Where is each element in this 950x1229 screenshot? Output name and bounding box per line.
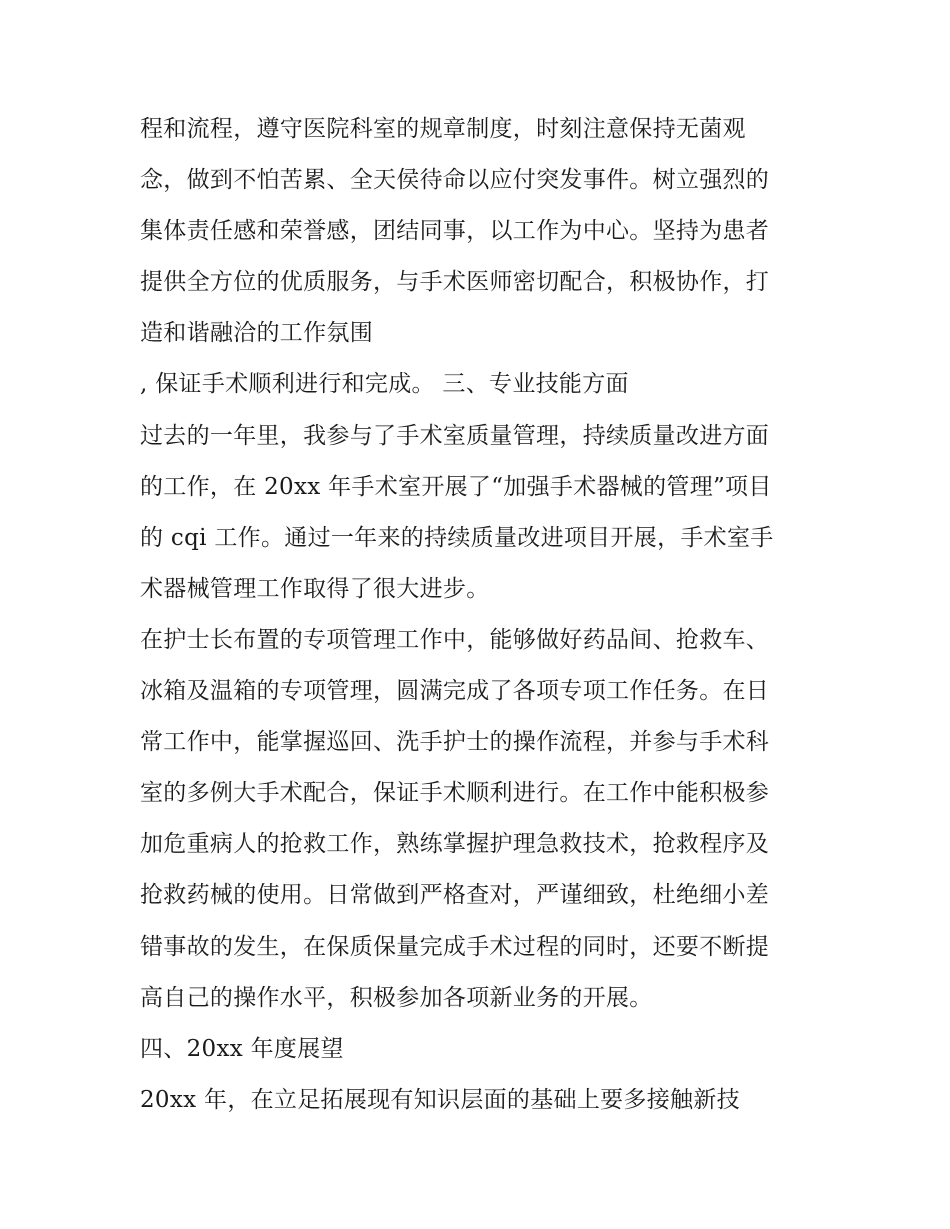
text-line: 过去的一年里，我参与了手术室质量管理，持续质量改进方面	[140, 422, 770, 449]
text-line: 20xx 年，在立足拓展现有知识层面的基础上要多接触新技	[140, 1086, 740, 1113]
text-line: 加危重病人的抢救工作，熟练掌握护理急救技术，抢救程序及	[140, 831, 770, 858]
text-line: 术器械管理工作取得了很大进步。	[140, 575, 490, 602]
text-line: 程和流程，遵守医院科室的规章制度，时刻注意保持无菌观	[140, 116, 746, 142]
text-line: , 保证手术顺利进行和完成。 三、专业技能方面	[140, 371, 629, 398]
section-heading: 四、20xx 年度展望	[140, 1035, 344, 1062]
text-line: 冰箱及温箱的专项管理，圆满完成了各项专项工作任务。在日	[140, 678, 770, 705]
text-line: 抢救药械的使用。日常做到严格查对，严谨细致，杜绝细小差	[140, 882, 770, 909]
text-line: 集体责任感和荣誉感，团结同事，以工作为中心。坚持为患者	[140, 218, 770, 245]
text-line: 在护士长布置的专项管理工作中，能够做好药品间、抢救车、	[140, 626, 770, 653]
text-line: 造和谐融洽的工作氛围	[140, 320, 373, 347]
text-line: 常工作中，能掌握巡回、洗手护士的操作流程，并参与手术科	[140, 729, 770, 756]
text-line: 提供全方位的优质服务，与手术医师密切配合，积极协作，打	[140, 269, 770, 296]
text-line: 错事故的发生，在保质保量完成手术过程的同时，还要不断提	[140, 933, 770, 960]
text-line: 的工作，在 20xx 年手术室开展了“加强手术器械的管理”项目	[140, 473, 772, 500]
text-line: 高自己的操作水平，积极参加各项新业务的开展。	[140, 984, 653, 1011]
text-line: 室的多例大手术配合，保证手术顺利进行。在工作中能积极参	[140, 780, 770, 807]
document-body	[140, 104, 820, 1126]
text-line: 念，做到不怕苦累、全天侯待命以应付突发事件。树立强烈的	[140, 167, 770, 194]
text-line: 的 cqi 工作。通过一年来的持续质量改进项目开展，手术室手	[140, 524, 774, 551]
